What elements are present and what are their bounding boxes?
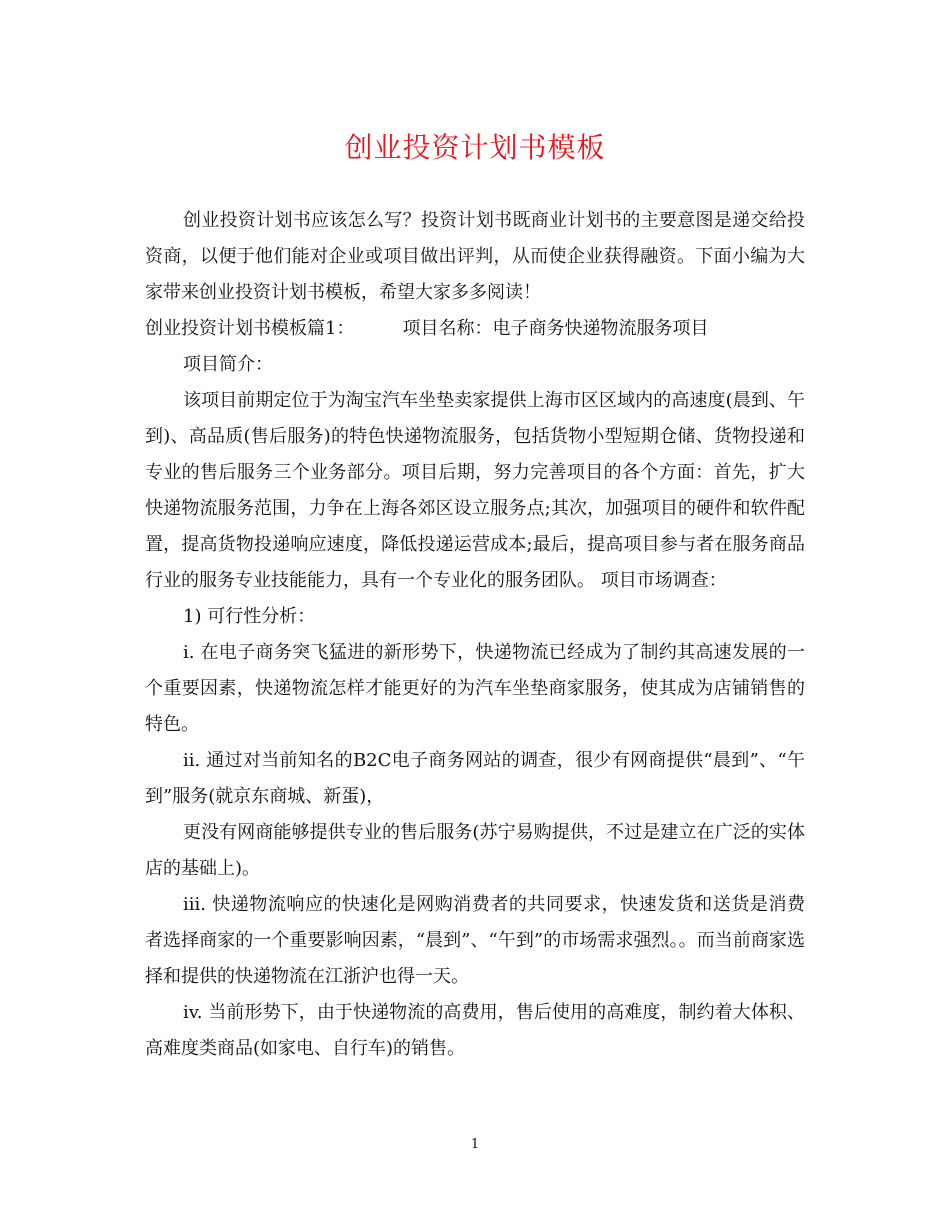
intro-paragraph: 创业投资计划书应该怎么写？投资计划书既商业计划书的主要意图是递交给投资商，以便于他们能对企业或项目做出评判，从而使企业获得融资。下面小编为大家带来创业投资计划书模板，希望大家多多阅读！: [145, 210, 805, 303]
feasibility-point-3: iii. 快递物流响应的快速化是网购消费者的共同要求，快速发货和送货是消费者选择商家的一个重要影响因素，“晨到”、“午到”的市场需求强烈。。而当前商家选择和提供的快递物流在江浙沪也得一天。: [145, 894, 805, 987]
page-number: 1: [470, 1137, 480, 1152]
project-intro-label: 项目简介：: [183, 354, 273, 375]
feasibility-point-2: ii. 通过对当前知名的B2C电子商务网站的调查，很少有网商提供“晨到”、“午到”服务(就京东商城、新蛋)，: [145, 750, 805, 807]
section-heading: 创业投资计划书模板篇1：: [145, 318, 355, 339]
document-body: [145, 203, 805, 1067]
feasibility-point-2-continued: 更没有网商能够提供专业的售后服务(苏宁易购提供，不过是建立在广泛的实体店的基础上)。: [145, 822, 805, 879]
feasibility-point-1: i. 在电子商务突飞猛进的新形势下，快递物流已经成为了制约其高速发展的一个重要因素，快递物流怎样才能更好的为汽车坐垫商家服务，使其成为店铺销售的特色。: [145, 642, 805, 735]
page-title: 创业投资计划书模板: [344, 131, 606, 164]
section-heading-line: [145, 311, 805, 347]
project-description: 该项目前期定位于为淘宝汽车坐垫卖家提供上海市区区域内的高速度(晨到、午到)、高品质(售后服务)的特色快递物流服务，包括货物小型短期仓储、货物投递和专业的售后服务三个业务部分。项目后期，努力完善项目的各个方面：首先，扩大快递物流服务范围，力争在上海各郊区设立服务点;其次，加强项目的硬件和软件配置，提高货物投递响应速度，降低投递运营成本;最后，提高项目参与者在服务商品行业的服务专业技能能力，具有一个专业化的服务团队。 项目市场调查：: [145, 390, 805, 591]
feasibility-point-4: iv. 当前形势下，由于快递物流的高费用，售后使用的高难度，制约着大体积、高难度类商品(如家电、自行车)的销售。: [145, 1002, 805, 1059]
project-name: 项目名称：电子商务快递物流服务项目: [402, 318, 709, 339]
feasibility-heading: 1) 可行性分析：: [183, 606, 316, 627]
